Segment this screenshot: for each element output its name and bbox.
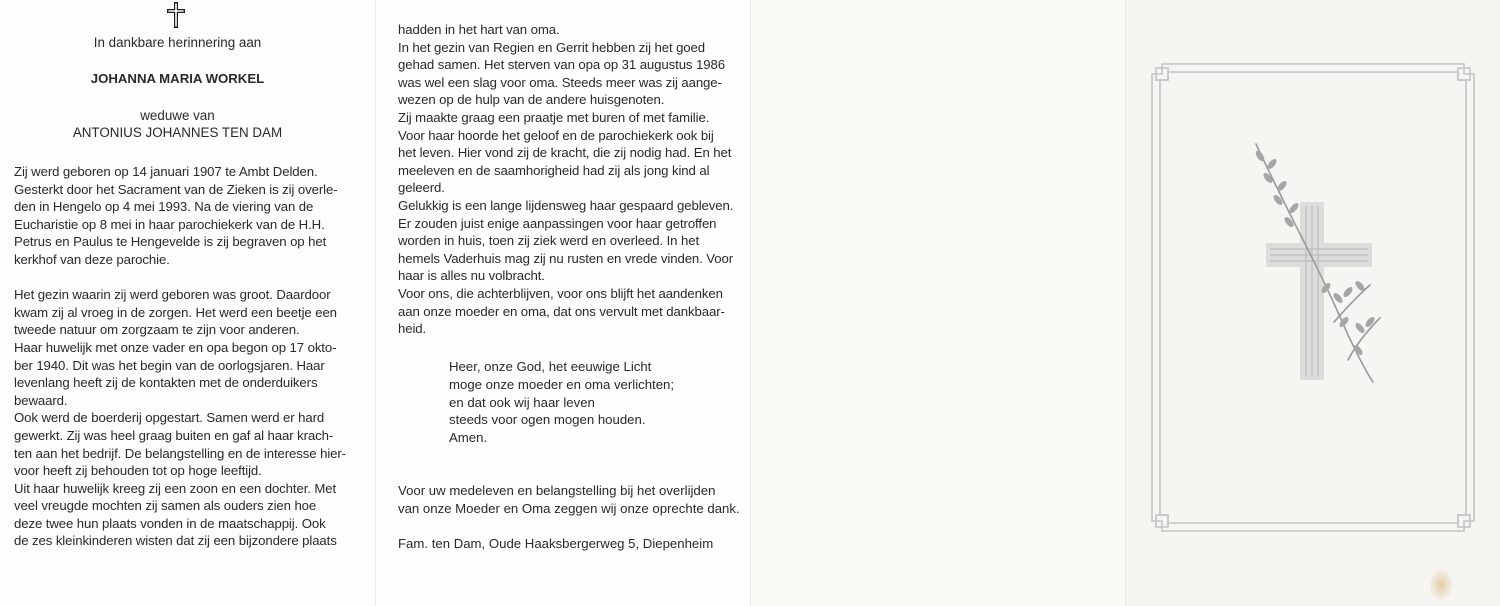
text-line: Voor ons, die achterblijven, voor ons blijft het aandenken [398, 285, 723, 301]
text-line: Het gezin waarin zij werd geboren was groot. Daardoor [14, 287, 331, 303]
paper-stain [1430, 570, 1452, 600]
prayer-block [449, 358, 674, 447]
text-line: Ook werd de boerderij opgestart. Samen werd er hard [14, 410, 325, 426]
text-line: ten aan het bedrijf. De belangstelling en de interesse hier- [14, 445, 346, 461]
text-line: heid. [398, 321, 427, 337]
prayer-line: Amen. [449, 430, 488, 446]
fold-line [750, 0, 751, 606]
text-line: worden in huis, toen zij ziek werd en overleed. In het [398, 233, 700, 249]
text-line: veel vreugde mochten zij samen als ouders zien hoe [14, 498, 317, 514]
prayer-line: moge onze moeder en oma verlichten; [449, 376, 675, 392]
text-line: voor heeft zij behouden tot op hoge leeftijd. [14, 463, 262, 479]
text-line: gewerkt. Zij was heel graag buiten en gaf al haar krach- [14, 427, 334, 443]
thanks-block [398, 482, 740, 517]
text-line: was wel een slag voor oma. Steeds meer was zij aange- [398, 74, 722, 90]
cross-icon [166, 2, 186, 28]
text-line: ber 1940. Dit was het begin van de oorlogsjaren. Haar [14, 357, 325, 373]
text-line: Haar huwelijk met onze vader en opa begon op 17 okto- [14, 339, 337, 355]
text-line: de zes kleinkinderen wisten dat zij een bijzondere plaats [14, 533, 337, 549]
text-line: haar is alles nu volbracht. [398, 268, 545, 284]
text-line: Voor haar hoorde het geloof en de parochiekerk ook bij [398, 127, 714, 143]
text-line: aan onze moeder en oma, dat ons vervult met dankbaar- [398, 303, 725, 319]
dedication-line: In dankbare herinnering aan [93, 35, 262, 50]
text-line: deze twee hun plaats vonden in de maatschappij. Ook [14, 515, 326, 531]
fold-line [375, 0, 376, 606]
text-line: bewaard. [14, 392, 68, 408]
text-line: Petrus en Paulus te Hengevelde is zij begraven op het [14, 234, 327, 250]
text-line: wezen op de hulp van de andere huisgenoten. [398, 92, 665, 108]
prayer-line: steeds voor ogen mogen houden. [449, 412, 646, 428]
left-text-column [14, 163, 356, 550]
husband-name: ANTONIUS JOHANNES TEN DAM [72, 125, 283, 140]
text-line: tweede natuur om zorgzaam te zijn voor anderen. [14, 322, 300, 338]
widow-of-label: weduwe van [140, 108, 215, 123]
fold-line [1125, 0, 1126, 606]
cross-with-branch-icon [1148, 60, 1478, 535]
text-line: hadden in het hart van oma. [398, 22, 560, 37]
text-line: Eucharistie op 8 mei in haar parochiekerk van de H.H. [14, 216, 325, 232]
middle-text-column [398, 21, 734, 338]
text-line: gehad samen. Het sterven van opa op 31 augustus 1986 [398, 57, 725, 73]
prayer-line: en dat ook wij haar leven [449, 394, 595, 410]
text-line: levenlang heeft zij de kontakten met de onderduikers [14, 375, 318, 391]
text-line: het leven. Hier vond zij de kracht, die zij nodig had. En het [398, 145, 732, 161]
text-line: geleerd. [398, 180, 445, 196]
text-line: kwam zij al vroeg in de zorgen. Het werd een beetje een [14, 304, 337, 320]
text-line: In het gezin van Regien en Gerrit hebben zij het goed [398, 39, 706, 55]
family-signature: Fam. ten Dam, Oude Haaksbergerweg 5, Diepenheim [398, 536, 714, 551]
text-line: Uit haar huwelijk kreeg zij een zoon en een dochter. Met [14, 480, 337, 496]
text-line: kerkhof van deze parochie. [14, 251, 170, 267]
prayer-line: Heer, onze God, het eeuwige Licht [449, 359, 652, 374]
thanks-line: Voor uw medeleven en belangstelling bij het overlijden [398, 483, 716, 498]
blank-back-panel [750, 0, 1125, 606]
text-line: meeleven en de saamhorigheid had zij als jong kind al [398, 162, 710, 178]
thanks-line: van onze Moeder en Oma zeggen wij onze oprechte dank. [398, 500, 740, 516]
text-line: Gesterkt door het Sacrament van de Zieken is zij overle- [14, 181, 338, 197]
text-line: Er zouden juist enige aanpassingen voor haar getroffen [398, 215, 717, 231]
text-line: Gelukkig is een lange lijdensweg haar gespaard gebleven. [398, 197, 734, 213]
text-line: hemels Vaderhuis mag zij nu rusten en vrede vinden. Voor [398, 250, 734, 266]
text-line: den in Hengelo op 4 mei 1993. Na de viering van de [14, 199, 314, 215]
text-line: Zij werd geboren op 14 januari 1907 te Ambt Delden. [14, 164, 318, 179]
text-line: Zij maakte graag een praatje met buren of met familie. [398, 109, 710, 125]
deceased-name: JOHANNA MARIA WORKEL [90, 71, 265, 86]
